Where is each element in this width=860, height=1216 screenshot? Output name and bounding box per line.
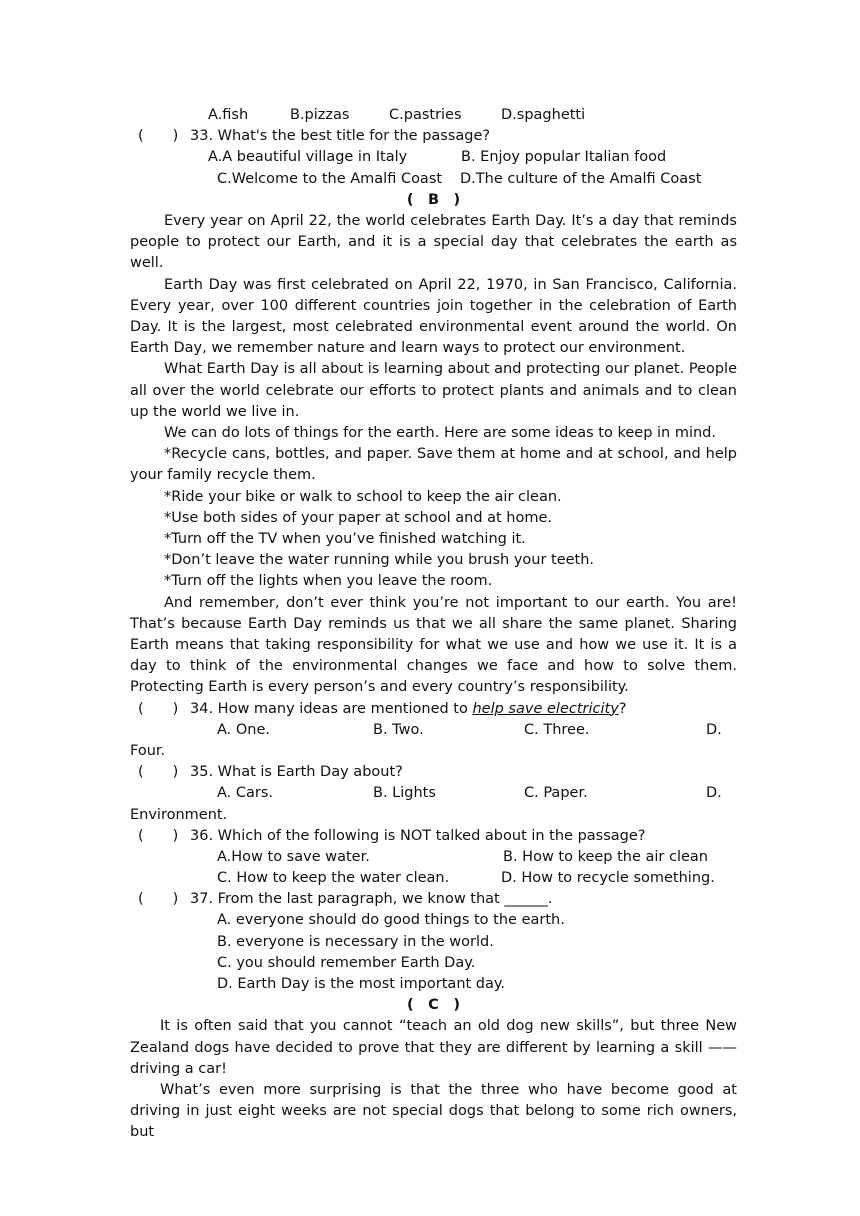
stem-end: ? — [618, 700, 627, 717]
answer-blank[interactable]: ( ) — [138, 700, 179, 717]
q34-option-c: C. Three. — [524, 721, 590, 738]
q35-option-c: C. Paper. — [524, 785, 588, 802]
q32-option-b: B.pizzas — [290, 107, 350, 123]
worksheet-page — [130, 105, 737, 1144]
passage-b-paragraph-4: We can do lots of things for the earth. Here are some ideas to keep in mind. — [164, 424, 716, 441]
q37-option-d-row — [130, 974, 737, 995]
q32-option-d: D.spaghetti — [501, 107, 586, 123]
passage-b-paragraph-2: Earth Day was first celebrated on April 22, 1970, in San Francisco, California. Every year, over 100 different countries join together in the celebration of Earth Day. It is the largest, most celebrated environmental event around the world. On Earth Day, we remember nature and learn ways to protect our environment. — [130, 276, 737, 357]
q37-option-d: D. Earth Day is the most important day. — [217, 976, 506, 993]
section-b-heading: ( B ) — [406, 191, 461, 208]
q35-option-a: A. Cars. — [217, 785, 274, 802]
q35-option-d-wrap: Environment. — [130, 806, 228, 823]
passage-b-paragraph-3: What Earth Day is all about is learning about and protecting our planet. People all over the world celebrate our efforts to protect plants and animals and to clean up the world we live in. — [130, 361, 737, 420]
q37-option-a: A. everyone should do good things to the earth. — [217, 912, 565, 929]
passage-b-paragraph-1: Every year on April 22, the world celebrates Earth Day. It’s a day that reminds people to protect our Earth, and it is a special day that celebrates the earth as well. — [130, 212, 737, 272]
idea-recycle: *Recycle cans, bottles, and paper. Save them at home and at school, and help your family recycle them. — [130, 446, 737, 484]
q35-option-b: B. Lights — [373, 785, 436, 802]
q37-option-a-row — [130, 910, 737, 931]
q36-option-c: C. How to keep the water clean. — [217, 870, 450, 887]
q32-options — [130, 105, 737, 126]
question-stem: 37. From the last paragraph, we know that ______. — [190, 891, 553, 908]
question-33 — [130, 126, 737, 147]
q37-option-c-row — [130, 953, 737, 974]
q36-option-b: B. How to keep the air clean — [503, 848, 708, 865]
question-35 — [130, 762, 737, 783]
answer-blank[interactable]: ( ) — [138, 128, 179, 145]
q32-option-c: C.pastries — [389, 107, 462, 123]
question-stem — [190, 699, 626, 720]
answer-blank[interactable]: ( ) — [138, 764, 179, 781]
q33-option-a: A.A beautiful village in Italy — [208, 149, 408, 166]
q37-option-c: C. you should remember Earth Day. — [217, 954, 476, 971]
passage-c-paragraph-1: It is often said that you cannot “teach an old dog new skills”, but three New Zealand dogs have decided to prove that they are different by learning a skill —— driving a car! — [130, 1018, 737, 1077]
idea-turn-off-lights: *Turn off the lights when you leave the room. — [164, 573, 493, 590]
q35-option-d: D. — [706, 785, 722, 802]
q36-options-row2 — [130, 868, 737, 889]
idea-paper-sides: *Use both sides of your paper at school and at home. — [164, 509, 553, 526]
question-36 — [130, 826, 737, 847]
stem-text: 34. How many ideas are mentioned to — [190, 700, 473, 717]
answer-blank[interactable]: ( ) — [138, 827, 179, 844]
underlined-phrase: help save electricity — [472, 700, 619, 717]
q33-options-row2 — [130, 169, 737, 190]
q33-option-d: D.The culture of the Amalfi Coast — [460, 170, 702, 187]
question-34 — [130, 699, 737, 720]
q34-option-a: A. One. — [217, 721, 271, 738]
q34-option-b: B. Two. — [373, 721, 424, 738]
q36-option-d: D. How to recycle something. — [501, 870, 715, 887]
idea-water-running: *Don’t leave the water running while you brush your teeth. — [164, 552, 595, 569]
idea-turn-off-tv: *Turn off the TV when you’ve finished watching it. — [164, 530, 526, 547]
q34-option-d: D. — [706, 721, 722, 738]
passage-b-paragraph-last: And remember, don’t ever think you’re not important to our earth. You are! That’s because Earth Day reminds us that we all share the same planet. Sharing Earth means that taking responsibility for what we use and how we use it. It is a day to think of the environmental changes we face and how to solve them. Protecting Earth is every person’s and every country’s responsibility. — [130, 594, 737, 696]
passage-c-paragraph-2: What’s even more surprising is that the three who have become good at driving in just eight weeks are not special dogs that belong to some rich owners, but — [130, 1082, 737, 1141]
question-stem: 33. What's the best title for the passage? — [190, 128, 491, 145]
q34-option-d-wrap: Four. — [130, 742, 166, 759]
q36-option-a: A.How to save water. — [217, 848, 370, 865]
answer-blank[interactable]: ( ) — [138, 891, 179, 908]
question-37 — [130, 889, 737, 910]
q35-options — [130, 783, 737, 804]
idea-ride-bike: *Ride your bike or walk to school to keep the air clean. — [164, 488, 562, 505]
q32-option-a: A.fish — [208, 107, 249, 123]
section-c-heading: ( C ) — [407, 997, 460, 1014]
q33-options-row1 — [130, 147, 737, 168]
q37-option-b-row — [130, 932, 737, 953]
question-stem: 35. What is Earth Day about? — [190, 764, 403, 781]
q33-option-b: B. Enjoy popular Italian food — [461, 149, 667, 166]
q36-options-row1 — [130, 847, 737, 868]
q33-option-c: C.Welcome to the Amalfi Coast — [217, 170, 443, 187]
question-stem: 36. Which of the following is NOT talked about in the passage? — [190, 827, 646, 844]
q34-options — [130, 720, 737, 741]
q37-option-b: B. everyone is necessary in the world. — [217, 933, 494, 950]
